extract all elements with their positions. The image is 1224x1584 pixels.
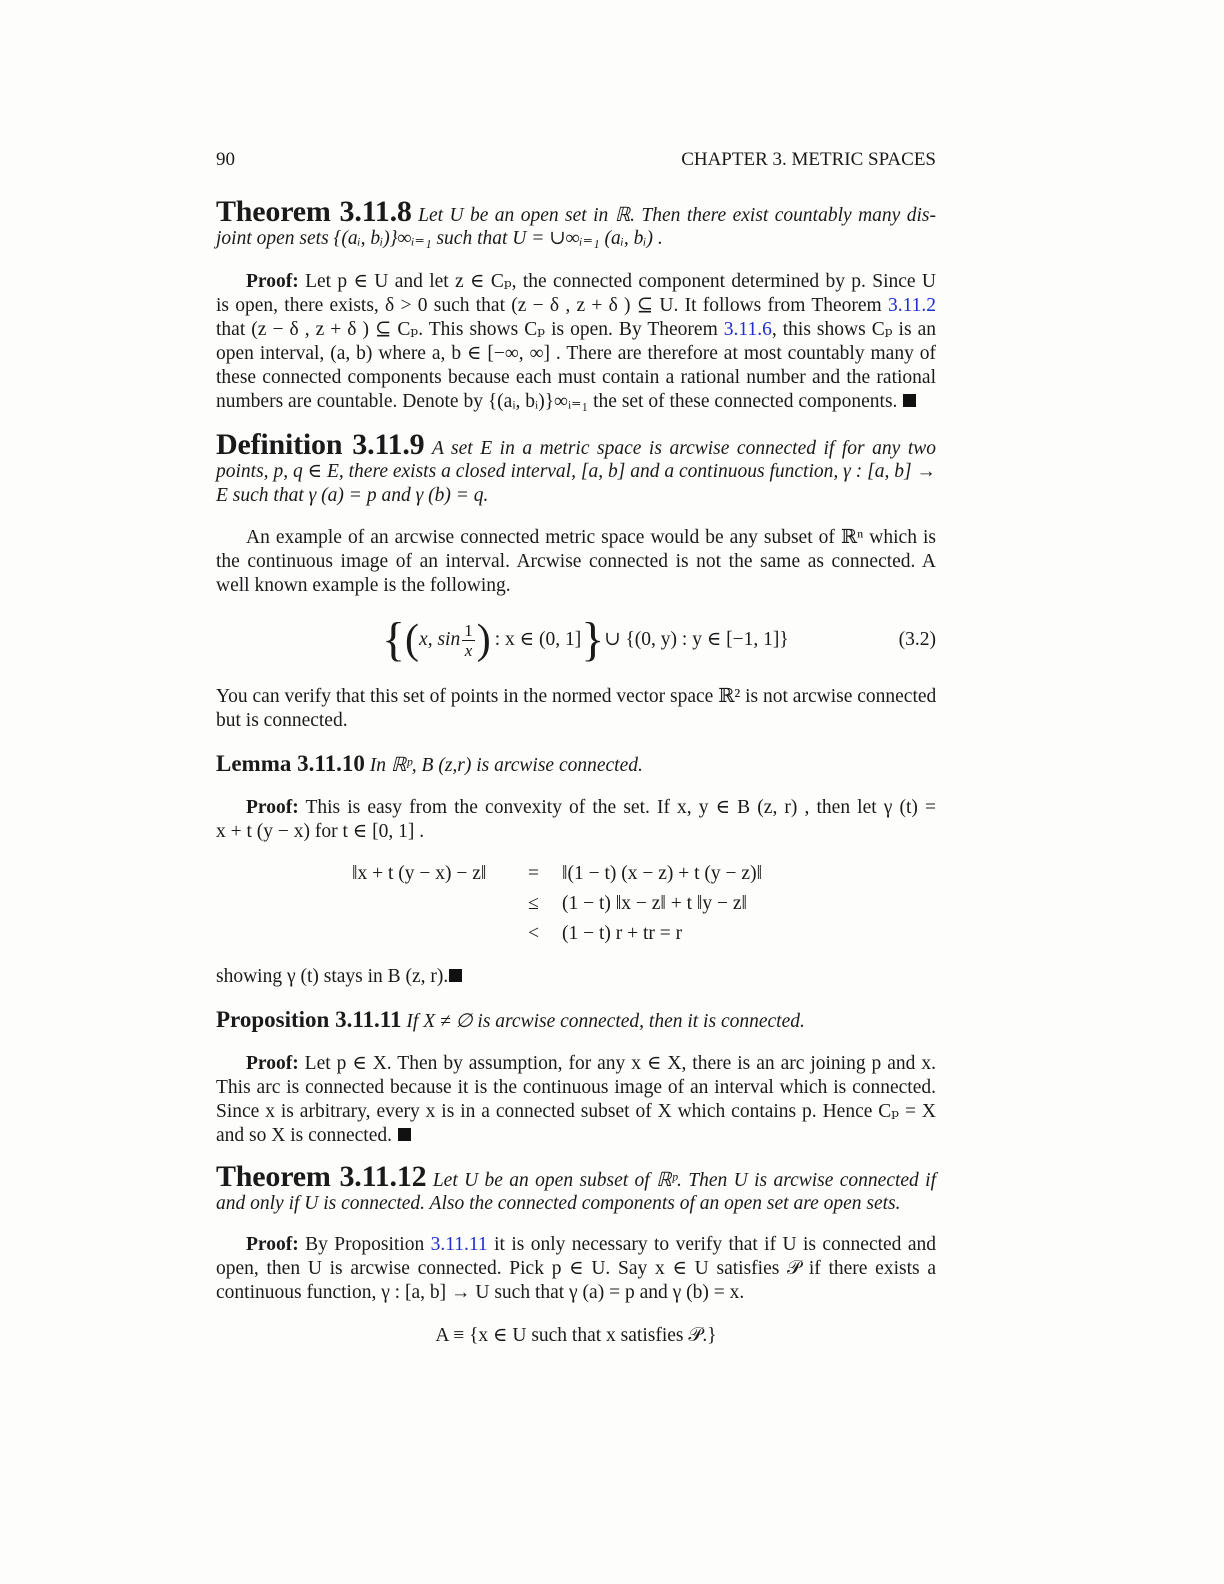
proof-line: By Proposition [305,1234,425,1255]
theorem-3-11-12 [216,1162,936,1216]
set-definition: A ≡ {x ∈ U such that x satisfies 𝒫.} [435,1325,717,1346]
proof-line: it is only necessary to verify that if U is connected and [494,1234,936,1255]
proposition-ref-link[interactable]: 3.11.11 [430,1234,488,1255]
theorem-ref-link[interactable]: 3.11.6 [723,319,772,340]
paragraph-line: You can verify that this set of points in the normed vector space ℝ² is not arcwise connected [216,686,937,707]
proposition-label: Proposition 3.11.11 [216,1007,402,1032]
equation-part3: ∪ {(0, y) : y ∈ [−1, 1]} [604,629,789,650]
theorem-label: Theorem 3.11.12 [216,1160,427,1193]
left-paren: ( [405,617,420,663]
proof-label: Proof: [246,271,299,292]
qed-square-icon [449,969,462,982]
proof-line-tail: , this shows Cₚ is an [771,319,936,340]
aligned-rhs: (1 − t) ‖x − z‖ + t ‖y − z‖ [562,893,748,914]
fraction-numerator: 1 [464,620,473,640]
showing-line [216,965,936,989]
proof-line: x + t (y − x) for t ∈ [0, 1] . [216,821,425,842]
theorem-text-line2: joint open sets {(aᵢ, bᵢ)}∞ᵢ₌₁ such that U = ∪∞ᵢ₌₁ (aᵢ, bᵢ) . [216,228,663,249]
aligned-lhs: ‖x + t (y − x) − z‖ [352,863,487,884]
left-brace: { [382,613,406,666]
proof-label: Proof: [246,797,299,818]
paragraph-line: well known example is the following. [216,575,511,596]
right-paren: ) [476,617,491,663]
proof-line: open, then U is arcwise connected. Pick p ∈ U. Say x ∈ U satisfies 𝒫 if there exists a [216,1258,936,1279]
aligned-equation [216,862,936,952]
definition-label: Definition 3.11.9 [216,428,425,461]
proof-line: open interval, (a, b) where a, b ∈ [−∞, ∞] . There are therefore at most countably many of [216,343,936,364]
definition-text-line1: A set E in a metric space is arcwise connected if for any two [431,438,937,459]
qed-square-icon [398,1128,411,1141]
aligned-rhs: (1 − t) r + tr = r [562,923,683,944]
paragraph-line: An example of an arcwise connected metric space would be any subset of ℝⁿ which is [246,527,936,548]
chapter-title: CHAPTER 3. METRIC SPACES [681,149,936,170]
showing-text: showing γ (t) stays in B (z, r). [216,966,449,987]
proof-line: This is easy from the convexity of the set. If x, y ∈ B (z, r) , then let γ (t) = [305,797,936,818]
paragraph-line: the continuous image of an interval. Arcwise connected is not the same as connected. A [216,551,936,572]
theorem-text-line2: and only if U is connected. Also the connected components of an open set are open sets. [216,1193,901,1214]
paragraph-line: but is connected. [216,710,348,731]
proof-line: Let p ∈ X. Then by assumption, for any x ∈ X, there is an arc joining p and x. [304,1053,936,1074]
set-definition-equation [216,1324,936,1348]
equation-part1: x, sin [419,629,461,650]
proposition-text: If X ≠ ∅ is arcwise connected, then it is connected. [406,1011,805,1032]
lemma-3-11-10 [216,750,936,778]
equation-number: (3.2) [898,629,936,650]
aligned-rhs: ‖(1 − t) (x − z) + t (y − z)‖ [562,863,763,884]
proof-line: that (z − δ , z + δ ) ⊆ Cₚ. This shows Cₚ is open. By Theorem [216,319,718,340]
example-paragraph [216,526,936,598]
aligned-relation: < [528,923,539,944]
proof-theorem-3-11-12 [216,1233,936,1305]
theorem-ref-link[interactable]: 3.11.2 [887,295,936,316]
right-brace: } [581,613,605,666]
definition-3-11-9 [216,430,936,508]
proof-theorem-3-11-8 [216,270,936,414]
verify-paragraph [216,685,936,733]
proof-line: is open, there exists, δ > 0 such that (z − δ , z + δ ) ⊆ U. It follows from Theorem [216,295,882,316]
fraction [462,621,475,660]
theorem-label: Theorem 3.11.8 [216,195,412,228]
proof-proposition-3-11-11 [216,1052,936,1148]
fraction-denominator: x [464,640,473,660]
qed-square-icon [903,394,916,407]
proof-line: Since x is arbitrary, every x is in a connected subset of X which contains p. Hence Cₚ = X [216,1101,936,1122]
lemma-text: In ℝᵖ, B (z,r) is arcwise connected. [369,755,643,776]
proof-lemma-3-11-10 [216,796,936,844]
page-number: 90 [216,149,235,170]
equation-part2: : x ∈ (0, 1] [494,629,582,650]
theorem-text-line1: Let U be an open subset of ℝᵖ. Then U is arcwise connected if [432,1170,937,1191]
proof-line: continuous function, γ : [a, b] → U such that γ (a) = p and γ (b) = x. [216,1282,745,1303]
lemma-label: Lemma 3.11.10 [216,751,365,776]
aligned-relation: = [528,863,539,884]
proof-line: and so X is connected. [216,1125,392,1146]
proof-line: numbers are countable. Denote by {(aᵢ, bᵢ)}∞ᵢ₌₁ the set of these connected components. [216,391,898,412]
proof-label: Proof: [246,1234,299,1255]
theorem-3-11-8 [216,197,936,251]
proposition-3-11-11 [216,1006,936,1034]
aligned-relation: ≤ [528,893,539,914]
proof-label: Proof: [246,1053,299,1074]
proof-line: This arc is connected because it is the continuous image of an interval which is connected. [216,1077,936,1098]
equation-3-2 [216,612,936,668]
proof-line: these connected components because each must contain a rational number and the rational [216,367,936,388]
proof-line: Let p ∈ U and let z ∈ Cₚ, the connected component determined by p. Since U [305,271,937,292]
definition-text-line2: points, p, q ∈ E, there exists a closed interval, [a, b] and a continuous function, γ : [a, b] → [216,461,936,482]
running-header [216,148,936,172]
theorem-text-line1: Let U be an open set in ℝ. Then there exist countably many dis- [418,205,936,226]
definition-text-line3: E such that γ (a) = p and γ (b) = q. [216,485,489,506]
